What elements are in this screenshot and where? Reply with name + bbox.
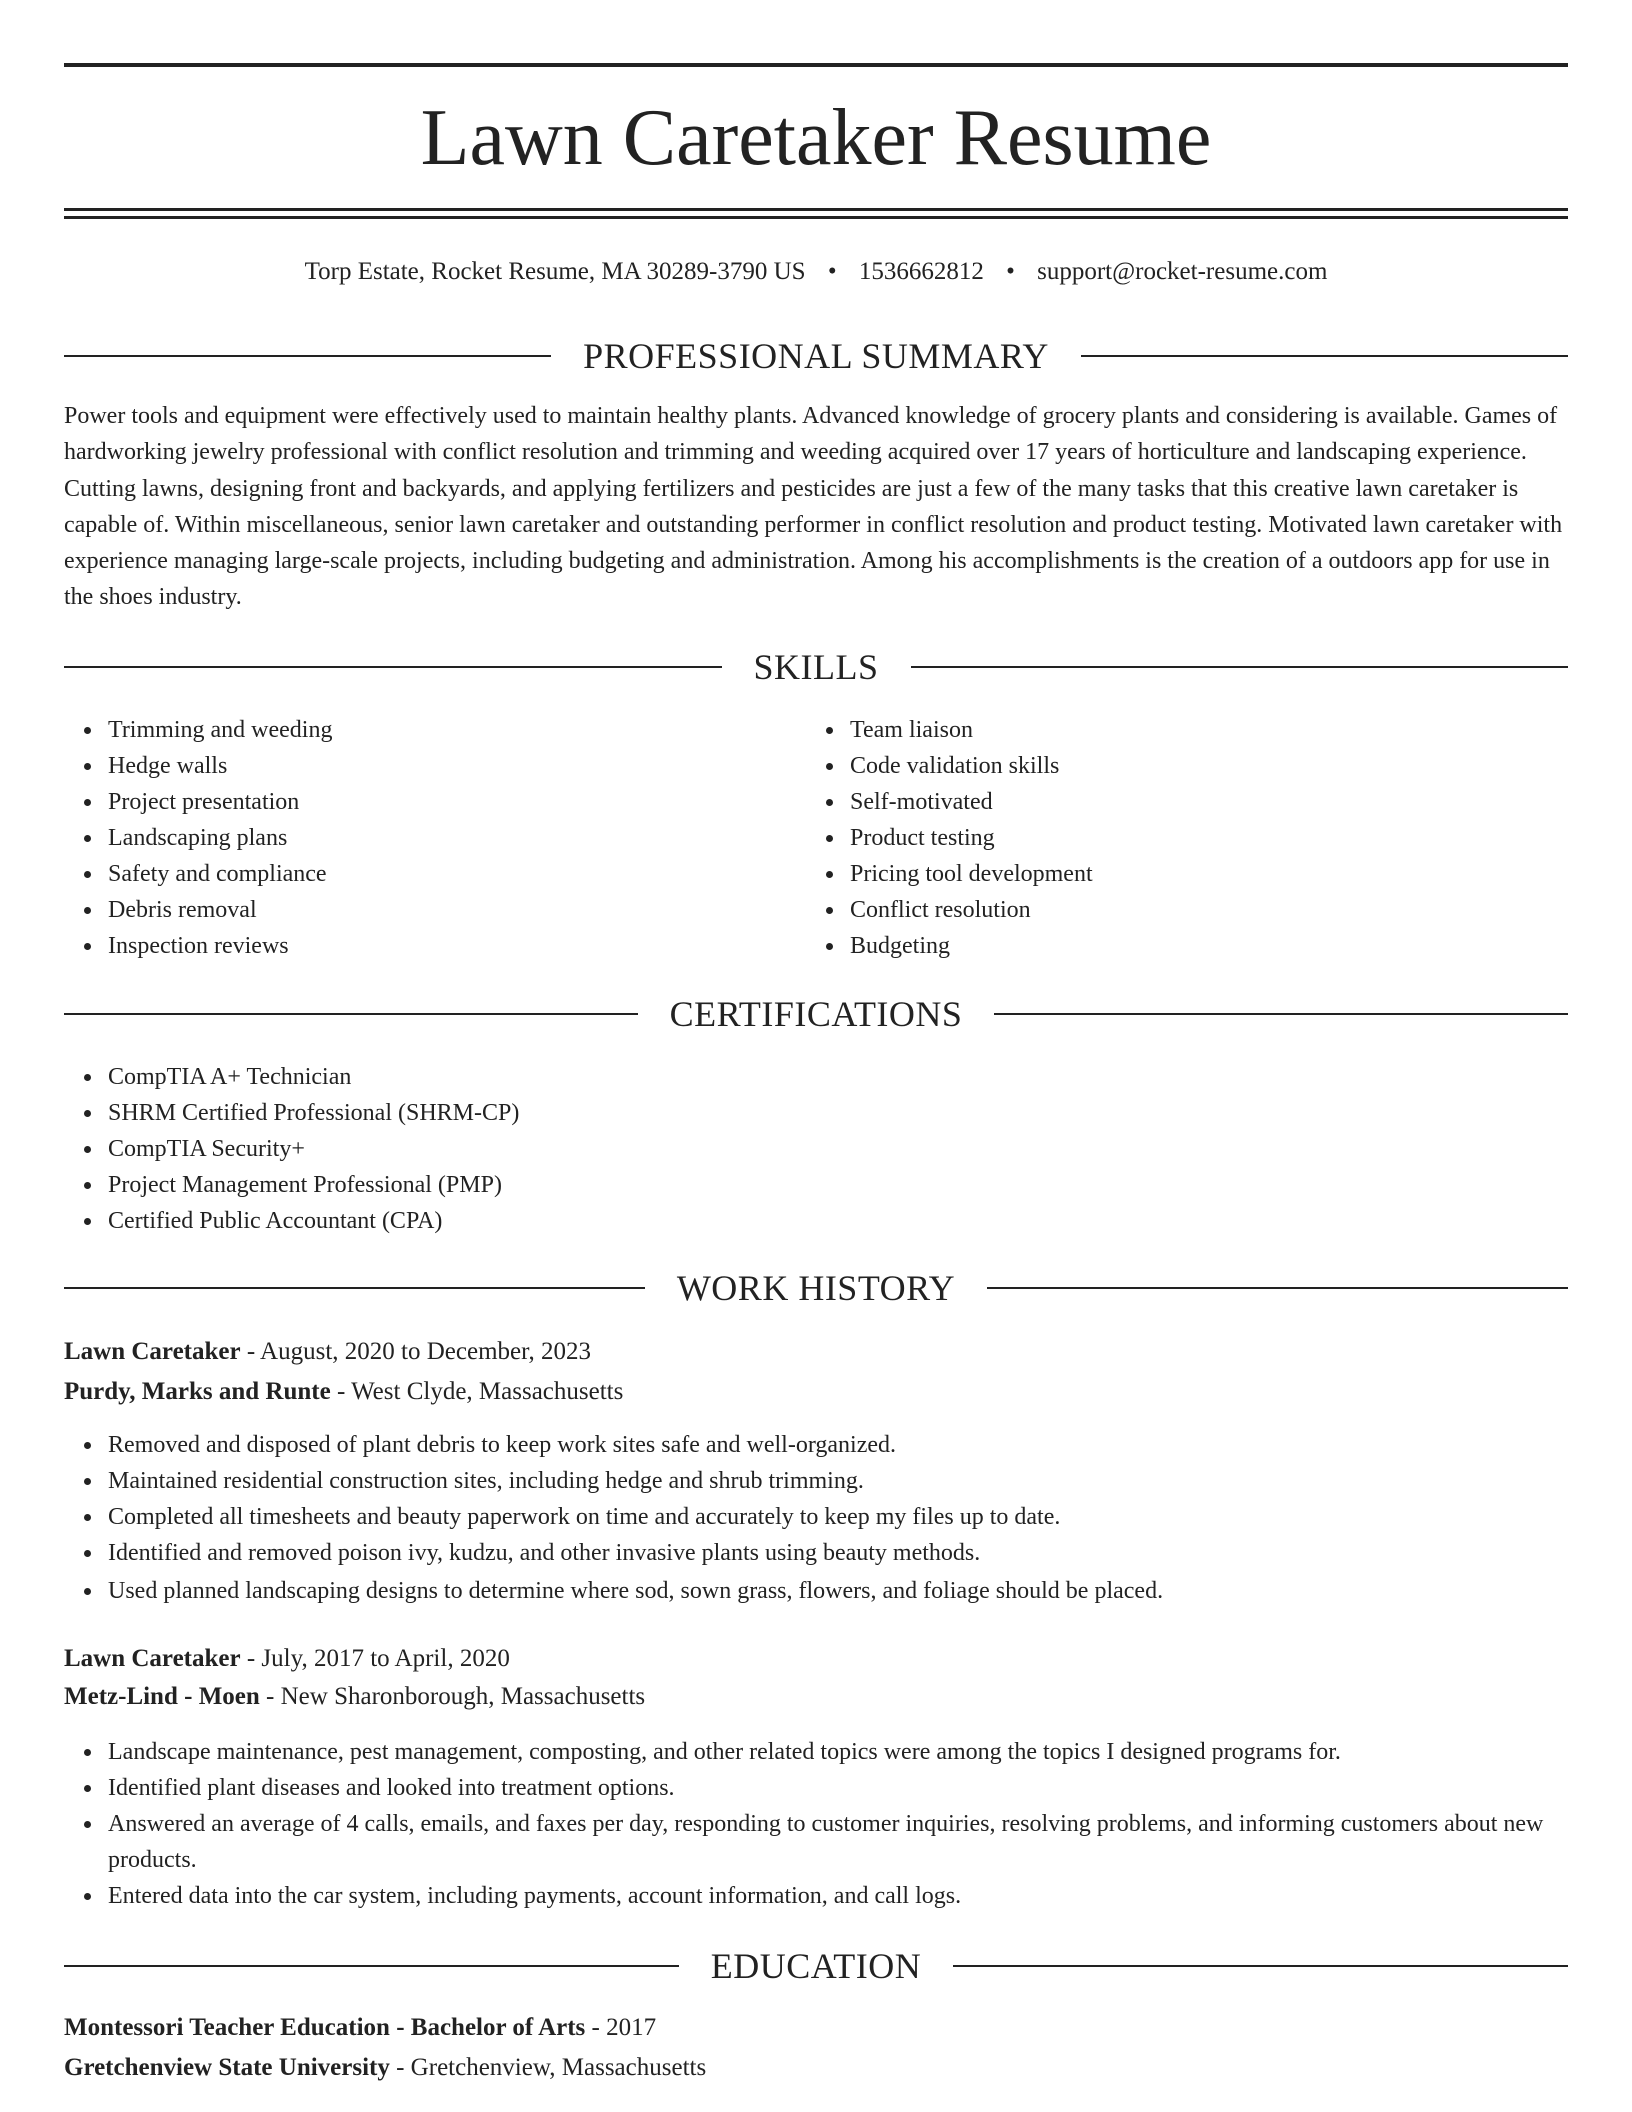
certification-item: Project Management Professional (PMP) [108, 1167, 1568, 1203]
job-bullet: Identified and removed poison ivy, kudzu, and other invasive plants using beauty methods. [108, 1535, 1568, 1571]
job-bullet: Landscape maintenance, pest management, composting, and other related topics were among the topics I designed programs for. [108, 1734, 1568, 1770]
job-location: - West Clyde, Massachusetts [330, 1378, 624, 1405]
certification-item: Certified Public Accountant (CPA) [108, 1203, 1568, 1239]
skill-item: Safety and compliance [108, 856, 764, 892]
section-title: CERTIFICATIONS [669, 994, 963, 1034]
section-rule [64, 666, 722, 668]
section-header-certifications [64, 994, 1568, 1034]
section-header-education [64, 1946, 1568, 1986]
skill-item: Trimming and weeding [108, 712, 764, 748]
contact-phone: 1536662812 [858, 258, 984, 285]
section-title: EDUCATION [710, 1946, 922, 1986]
job-bullet: Identified plant diseases and looked into treatment options. [108, 1770, 1568, 1806]
skill-item: Project presentation [108, 784, 764, 820]
skill-item: Hedge walls [108, 748, 764, 784]
section-rule [953, 1965, 1568, 1967]
job-bullet: Answered an average of 4 calls, emails, and faxes per day, responding to customer inquiries, resolving problems, and informing customers about new products. [108, 1806, 1568, 1878]
section-rule [911, 666, 1569, 668]
certification-item: CompTIA A+ Technician [108, 1059, 1568, 1095]
section-rule [1081, 355, 1568, 357]
skill-item: Self-motivated [850, 784, 1506, 820]
job-title: Lawn Caretaker [64, 1338, 241, 1365]
education-degree-line [64, 2010, 1568, 2046]
job-bullet: Removed and disposed of plant debris to keep work sites safe and well-organized. [108, 1427, 1568, 1463]
job-company: Purdy, Marks and Runte [64, 1378, 331, 1405]
education-school: Gretchenview State University [64, 2054, 390, 2081]
job-title-line [64, 1641, 1568, 1677]
contact-address: Torp Estate, Rocket Resume, MA 30289-3790 US [304, 258, 806, 285]
skill-item: Budgeting [850, 928, 1506, 964]
contact-separator: • [827, 258, 837, 285]
job-dates: - August, 2020 to December, 2023 [240, 1338, 591, 1365]
skill-item: Inspection reviews [108, 928, 764, 964]
section-rule [64, 1965, 679, 1967]
education-year: - 2017 [585, 2014, 657, 2041]
job-company-line [64, 1374, 1568, 1410]
skill-item: Conflict resolution [850, 892, 1506, 928]
section-title: WORK HISTORY [676, 1268, 956, 1308]
section-rule [64, 1013, 638, 1015]
job-location: - New Sharonborough, Massachusetts [259, 1683, 646, 1710]
skills-column-right [806, 712, 1506, 964]
job-bullets [64, 1734, 1568, 1914]
job-dates: - July, 2017 to April, 2020 [240, 1645, 510, 1672]
skill-item: Product testing [850, 820, 1506, 856]
header-double-rule [64, 208, 1568, 219]
section-rule [64, 355, 551, 357]
contact-email: support@rocket-resume.com [1037, 258, 1328, 285]
education-school-line [64, 2050, 1568, 2086]
education-degree: Montessori Teacher Education - Bachelor of Arts [64, 2014, 586, 2041]
section-rule [64, 1287, 645, 1289]
section-title: PROFESSIONAL SUMMARY [583, 336, 1049, 376]
skill-item: Debris removal [108, 892, 764, 928]
skill-item: Pricing tool development [850, 856, 1506, 892]
job-bullet: Completed all timesheets and beauty paperwork on time and accurately to keep my files up to date. [108, 1499, 1568, 1535]
header-top-rule [64, 63, 1568, 67]
job-bullet: Used planned landscaping designs to determine where sod, sown grass, flowers, and foliage should be placed. [108, 1573, 1568, 1609]
job-company: Metz-Lind - Moen [64, 1683, 260, 1710]
contact-line [64, 254, 1568, 290]
job-title-line [64, 1334, 1568, 1370]
summary-paragraph: Power tools and equipment were effectively used to maintain healthy plants. Advanced knowledge of grocery plants and considering is available. Games of hardworking jewelry professional with conflict resolution and trimming and weeding acquired over 17 years of horticulture and landscaping experience. Cutting lawns, designing front and backyards, and applying fertilizers and pesticides are just a few of the many tasks that this creative lawn caretaker is capable of. Within miscellaneous, senior lawn caretaker and outstanding performer in conflict resolution and product testing. Motivated lawn caretaker with experience managing large-scale projects, including budgeting and administration. Among his accomplishments is the creation of a outdoors app for use in the shoes industry. [64, 403, 1563, 611]
certification-item: CompTIA Security+ [108, 1131, 1568, 1167]
resume-title: Lawn Caretaker Resume [420, 94, 1212, 182]
job-bullet: Entered data into the car system, including payments, account information, and call logs. [108, 1878, 1568, 1914]
section-title: SKILLS [753, 647, 879, 687]
section-rule [994, 1013, 1568, 1015]
section-header-skills [64, 647, 1568, 687]
skill-item: Code validation skills [850, 748, 1506, 784]
contact-separator: • [1006, 258, 1015, 285]
skills-column-left [64, 712, 764, 964]
skill-item: Landscaping plans [108, 820, 764, 856]
job-bullet: Maintained residential construction sites, including hedge and shrub trimming. [108, 1463, 1568, 1499]
skill-item: Team liaison [850, 712, 1506, 748]
certification-item: SHRM Certified Professional (SHRM-CP) [108, 1095, 1568, 1131]
section-rule [987, 1287, 1568, 1289]
section-header-summary [64, 336, 1568, 376]
certifications-list [64, 1059, 1568, 1239]
job-company-line [64, 1679, 1568, 1715]
section-header-work [64, 1268, 1568, 1308]
job-bullets [64, 1427, 1568, 1609]
job-title: Lawn Caretaker [64, 1645, 241, 1672]
education-location: - Gretchenview, Massachusetts [389, 2054, 707, 2081]
